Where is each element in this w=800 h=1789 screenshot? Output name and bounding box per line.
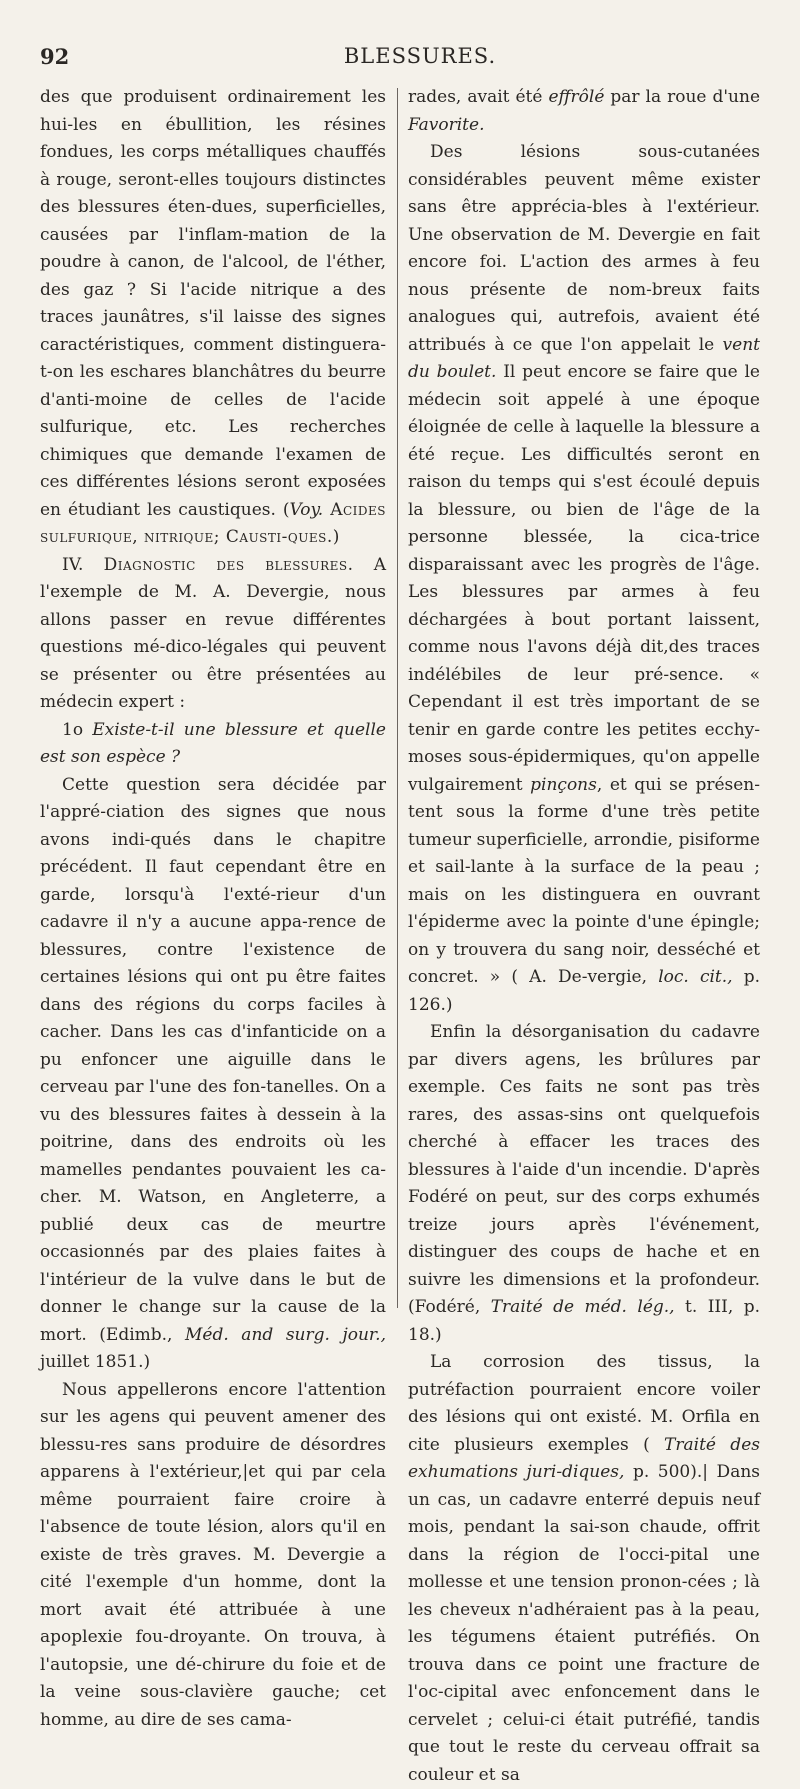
paragraph: La corrosion des tissus, la putréfaction pourraient encore voiler des lésions qui ont existé. M. Orfila en cite plusieurs exemples ( Traité des exhumations juri-diques, p. 500).| Dans un cas, un cadavre enterré depuis neuf mois, pendant la sai-son chaude, offrit dans la région de l'occi-pital une mollesse et une tension pronon-cées ; là les cheveux n'adhéraient pas à la peau, les tégumens étaient putréfiés. On trouva dans ce point une fracture de l'oc-cipital avec enfoncement dans le cervelet ; celui-ci était putréfié, tandis que tout le reste du cerveau offrait sa couleur et sa — [408, 1352, 760, 1785]
paragraph: Des lésions sous-cutanées considérables peuvent même exister sans être apprécia-bles à l'extérieur. Une observation de M. Devergie en fait encore foi. L'action des armes à feu nous présente de nom-breux faits analogues qui, autrefois, avaient été attribués à ce que l'on appelait le vent du boulet. Il peut encore se faire que le médecin soit appelé à une époque éloignée de celle à laquelle la blessure a été reçue. Les difficultés seront en raison du temps qui s'est écoulé depuis la blessure, ou bien de l'âge de la personne blessée, la cica-trice disparaissant avec les progrès de l'âge. Les blessures par armes à feu déchargées à bout portant laissent, comme nous l'avons déjà dit,des traces indélébiles de leur pré-sence. « Cependant il est très important de se tenir en garde contre les petites ecchy-moses sous-épidermiques, qu'on appelle vulgairement pinçons, et qui se présen-tent sous la forme d'une très petite tumeur superficielle, arrondie, pisiforme et sail-lante à la surface de la peau ; mais on les distinguera en ouvrant l'épiderme avec la pointe d'une épingle; on y trouvera du sang noir, desséché et concret. » ( A. De-vergie, loc. cit., p. 126.) — [408, 142, 760, 1015]
paragraph: rades, avait été effrôlé par la roue d'une Favorite. — [408, 87, 761, 135]
left-column — [40, 84, 386, 1734]
page-header — [40, 44, 760, 74]
right-column — [408, 84, 760, 1789]
running-title: BLESSURES. — [343, 44, 497, 68]
section-heading-paragraph: IV. Diagnostic des blessures. A l'exemple de M. A. Devergie, nous allons passer en revue différentes questions mé-dico-légales qui peuvent se présenter ou être présentées au médecin expert : — [40, 554, 387, 712]
section-title: Diagnostic des blessures. — [103, 554, 354, 575]
page-number: 92 — [40, 44, 70, 69]
paragraph: Nous appellerons encore l'attention sur les agens qui peuvent amener des blessu-res sans produire de désordres apparens à l'extérieur,|et qui par cela même pourraient faire croire à l'absence de toute lésion, alors qu'il en existe de très graves. M. Devergie a cité l'exemple d'un homme, dont la mort avait été attribuée à une apoplexie fou-droyante. On trouva, à l'autopsie, une dé-chirure du foie et de la veine sous-clavière gauche; cet homme, au dire de ses cama- — [40, 1379, 386, 1730]
section-number: IV. — [62, 554, 84, 575]
paragraph: Enfin la désorganisation du cadavre par divers agens, les brûlures par exemple. Ces faits ne sont pas très rares, des assas-sins ont quelquefois cherché à effacer les traces des blessures à l'aide d'un incendie. D'après Fodéré on peut, sur des corps exhumés treize jours après l'événement, distinguer des coups de hache et en suivre les dimensions et la profondeur. (Fodéré, Traité de méd. lég., t. III, p. 18.) — [408, 1022, 760, 1345]
column-divider — [397, 88, 398, 1308]
question-heading: 1o Existe-t-il une blessure et quelle est son espèce ? — [40, 719, 386, 767]
paragraph: des que produisent ordinairement les hui-les en ébullition, les résines fondues, les corps métalliques chauffés à rouge, seront-elles toujours distinctes des blessures éten-dues, superficielles, causées par l'inflam-mation de la poudre à canon, de l'alcool, de l'éther, des gaz ? Si l'acide nitrique a des traces jaunâtres, s'il laisse des signes caractéristiques, comment distinguera-t-on les eschares blanchâtres du beurre d'anti-moine de celles de l'acide sulfurique, etc. Les recherches chimiques que demande l'examen de ces différentes lésions seront exposées en étudiant les caustiques. (Voy. Acides sulfurique, nitrique; Causti-ques.) — [40, 87, 387, 547]
paragraph: Cette question sera décidée par l'appré-ciation des signes que nous avons indi-qués dans le chapitre précédent. Il faut cependant être en garde, lorsqu'à l'exté-rieur d'un cadavre il n'y a aucune appa-rence de blessures, contre l'existence de certaines lésions qui ont pu être faites dans des régions du corps faciles à cacher. Dans les cas d'infanticide on a pu enfoncer une aiguille dans le cerveau par l'une des fon-tanelles. On a vu des blessures faites à dessein à la poitrine, dans des endroits où les mamelles pendantes pouvaient les ca-cher. M. Watson, en Angleterre, a publié deux cas de meurtre occasionnés par des plaies faites à l'intérieur de la vulve dans le but de donner le change sur la cause de la mort. (Edimb., Méd. and surg. jour., juillet 1851.) — [40, 774, 386, 1372]
